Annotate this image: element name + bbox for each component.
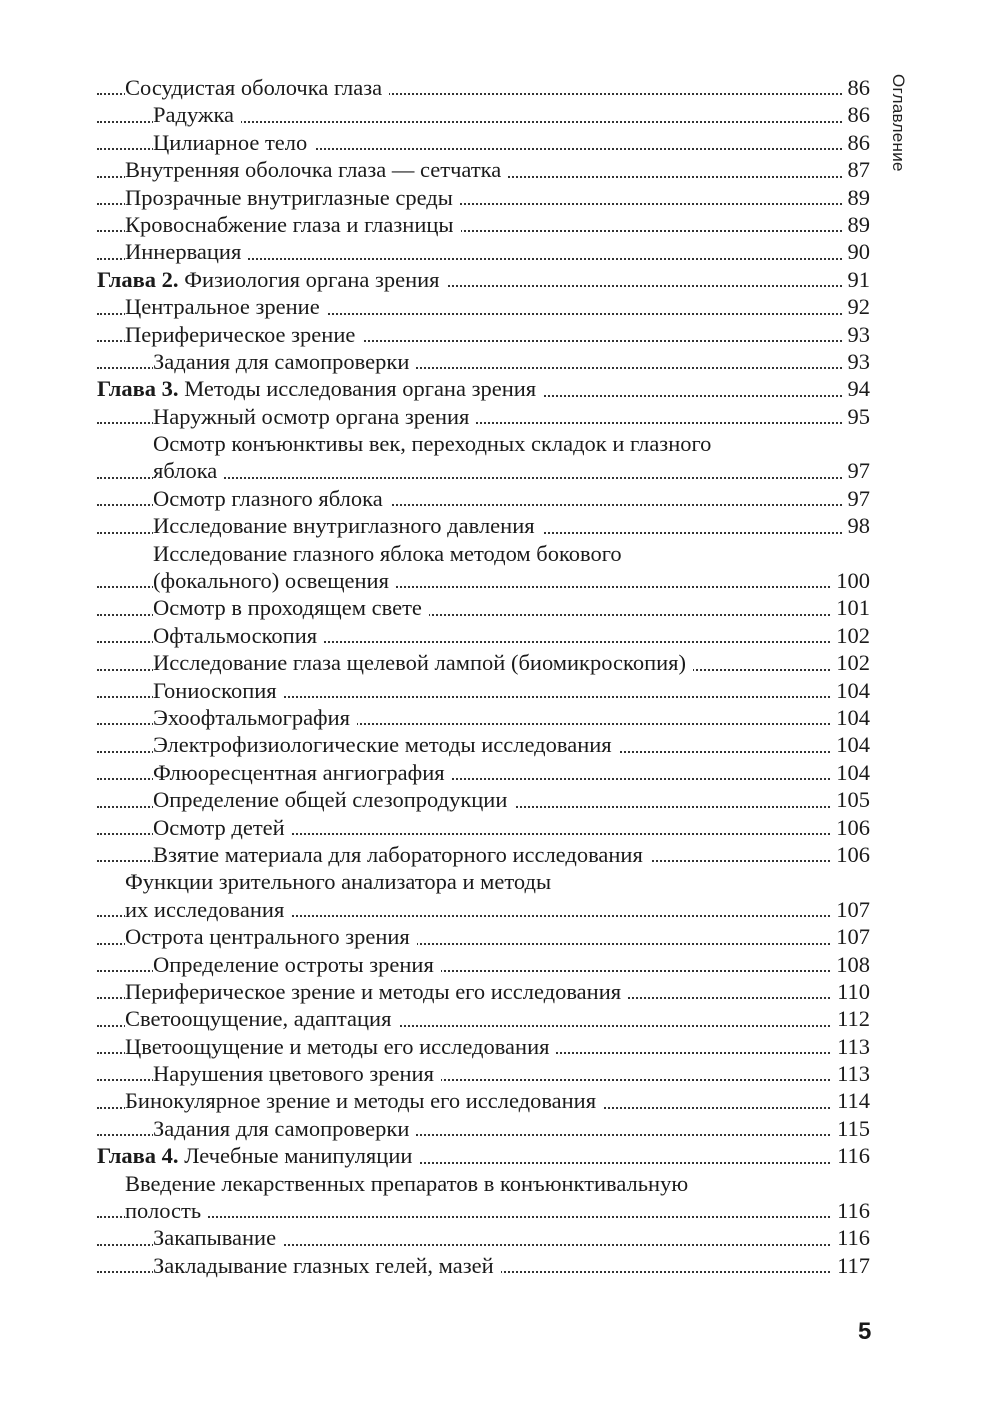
- toc-entry-text: Бинокулярное зрение и методы его исследования: [125, 1088, 597, 1114]
- toc-entry: [97, 348, 870, 375]
- toc-entry-text: Прозрачные внутриглазные среды: [125, 184, 453, 210]
- toc-entry-text: Осмотр конъюнктивы век, переходных складок и глазного: [153, 431, 712, 457]
- toc-entry-page: 91: [842, 266, 871, 293]
- toc-entry-text: Сосудистая оболочка глаза: [125, 75, 383, 100]
- toc-entry: [97, 1197, 870, 1224]
- toc-entry-page: 94: [842, 375, 871, 402]
- toc-entry-text: Методы исследования органа зрения: [184, 376, 537, 402]
- toc-entry-page: 100: [830, 567, 870, 594]
- toc-entry-text: Определение общей слезопродукции: [153, 787, 508, 813]
- toc-entry-text: полость: [125, 1198, 202, 1224]
- toc-entry-title: [153, 485, 390, 512]
- toc-entry-page: 95: [842, 403, 871, 430]
- toc-entry: [97, 129, 870, 156]
- toc-entry: [97, 238, 870, 265]
- toc-entry: [97, 896, 870, 923]
- toc-entry: [97, 1170, 870, 1197]
- toc-entry-page: 105: [830, 786, 870, 813]
- toc-entry-text: Иннервация: [125, 239, 242, 265]
- toc-entry: [97, 951, 870, 978]
- toc-entry-text: Периферическое зрение и методы его исследования: [125, 978, 622, 1004]
- toc-entry-text: Периферическое зрение: [125, 321, 356, 347]
- toc-entry-page: 97: [842, 457, 871, 484]
- page-number: 5: [858, 1318, 872, 1345]
- chapter-label: Глава 2.: [97, 266, 179, 292]
- toc-entry-page: 89: [842, 184, 871, 211]
- toc-entry-page: 98: [842, 512, 871, 539]
- toc-entry-page: 86: [842, 101, 871, 128]
- toc-entry-text: Радужка: [153, 102, 235, 128]
- toc-entry-text: Задания для самопроверки: [153, 348, 410, 374]
- toc-entry: [97, 923, 870, 950]
- toc-entry-title: [97, 1142, 419, 1169]
- toc-entry-text: Острота центрального зрения: [125, 924, 410, 950]
- toc-entry-page: 116: [831, 1224, 870, 1251]
- toc-entry-page: 114: [831, 1087, 870, 1114]
- toc-entry-page: 116: [831, 1197, 870, 1224]
- toc-entry-text: Введение лекарственных препаратов в конъюнктивальную: [125, 1170, 689, 1196]
- toc-entry: [97, 1087, 870, 1114]
- toc-entry: [97, 1224, 870, 1251]
- toc-entry-page: 113: [831, 1060, 870, 1087]
- toc-entry: [97, 704, 870, 731]
- toc-entry: [97, 868, 870, 895]
- toc-entry-text: Цветоощущение и методы его исследования: [125, 1033, 550, 1059]
- chapter-label: Глава 3.: [97, 376, 179, 402]
- toc-entry: [97, 321, 870, 348]
- toc-entry: [97, 567, 870, 594]
- toc-entry-page: 104: [830, 677, 870, 704]
- toc-entry-text: Исследование глазного яблока методом бокового: [153, 540, 622, 566]
- toc-entry-text: Флюоресцентная ангиография: [153, 759, 445, 785]
- toc-entry-title: [153, 129, 314, 156]
- toc-entry-page: 117: [831, 1252, 870, 1279]
- toc-entry: [97, 1033, 870, 1060]
- toc-entry-title: [125, 238, 248, 265]
- toc-entry: [97, 814, 870, 841]
- toc-entry: [97, 485, 870, 512]
- toc-entry-page: 106: [830, 814, 870, 841]
- toc-entry-title: [125, 1197, 208, 1224]
- toc-entry: [97, 375, 870, 402]
- toc-entry-title: [125, 868, 558, 895]
- toc-entry-title: [125, 1033, 556, 1060]
- toc-entry-text: яблока: [153, 458, 218, 484]
- toc-entry-page: 101: [830, 594, 870, 621]
- toc-entry-text: Кровоснабжение глаза и глазницы: [125, 211, 454, 237]
- toc-entry-title: [153, 759, 452, 786]
- toc-entry-title: [153, 101, 241, 128]
- toc-entry-text: Закладывание глазных гелей, мазей: [153, 1252, 494, 1278]
- toc-entry-page: 87: [842, 156, 871, 183]
- toc-entry-title: [153, 841, 650, 868]
- running-header-section-title: Оглавление: [889, 74, 908, 172]
- toc-entry-text: Определение остроты зрения: [153, 951, 434, 977]
- toc-entry: [97, 978, 870, 1005]
- toc-entry-text: Цилиарное тело: [153, 129, 308, 155]
- toc-entry-page: 107: [830, 923, 870, 950]
- toc-entry-title: [153, 951, 441, 978]
- toc-entry-page: 102: [830, 649, 870, 676]
- toc-entry-title: [153, 348, 416, 375]
- toc-entry-title: [97, 375, 543, 402]
- toc-entry-page: 93: [842, 321, 871, 348]
- toc-entry-text: Наружный осмотр органа зрения: [153, 403, 470, 429]
- toc-entry-title: [153, 567, 396, 594]
- toc-entry: [97, 403, 870, 430]
- toc-entry-page: 107: [830, 896, 870, 923]
- toc-entry-page: 112: [831, 1005, 870, 1032]
- toc-entry: [97, 677, 870, 704]
- toc-entry-text: Физиология органа зрения: [184, 266, 440, 292]
- toc-entry-page: 106: [830, 841, 870, 868]
- toc-entry-page: 104: [830, 731, 870, 758]
- toc-entry: [97, 293, 870, 320]
- toc-entry-title: [153, 786, 514, 813]
- toc-entry-title: [125, 923, 417, 950]
- toc-entry: [97, 184, 870, 211]
- toc-entry-text: Исследование внутриглазного давления: [153, 513, 535, 539]
- toc-entry-text: Гониоскопия: [153, 677, 277, 703]
- toc-entry-title: [153, 594, 429, 621]
- toc-entry-title: [153, 677, 284, 704]
- toc-entry-text: Эхоофтальмография: [153, 704, 351, 730]
- toc-entry-page: 93: [842, 348, 871, 375]
- toc-entry-page: 116: [831, 1142, 870, 1169]
- toc-entry: [97, 540, 870, 567]
- toc-entry: [97, 1005, 870, 1032]
- toc-entry-text: Нарушения цветового зрения: [153, 1061, 434, 1087]
- table-of-contents: [97, 74, 870, 1279]
- toc-entry-title: [125, 184, 460, 211]
- toc-entry-title: [125, 896, 291, 923]
- toc-entry-title: [153, 704, 357, 731]
- toc-entry-title: [153, 457, 224, 484]
- toc-entry-title: [125, 293, 327, 320]
- toc-entry-text: (фокального) освещения: [153, 568, 389, 594]
- toc-entry-title: [153, 540, 629, 567]
- toc-entry-title: [153, 1060, 441, 1087]
- toc-entry-page: 115: [831, 1115, 870, 1142]
- toc-entry: [97, 430, 870, 457]
- toc-entry-page: 108: [830, 951, 870, 978]
- toc-entry-text: Внутренняя оболочка глаза — сетчатка: [125, 157, 502, 183]
- toc-entry: [97, 759, 870, 786]
- toc-entry-page: 110: [831, 978, 870, 1005]
- toc-entry-title: [153, 403, 476, 430]
- toc-entry-page: 86: [842, 74, 871, 101]
- toc-entry: [97, 1115, 870, 1142]
- toc-entry-title: [125, 74, 389, 101]
- toc-entry-text: Лечебные манипуляции: [184, 1143, 413, 1169]
- toc-entry: [97, 74, 870, 101]
- toc-entry: [97, 649, 870, 676]
- toc-entry-page: 113: [831, 1033, 870, 1060]
- toc-entry: [97, 266, 870, 293]
- toc-entry-page: 86: [842, 129, 871, 156]
- toc-entry-page: 92: [842, 293, 871, 320]
- toc-entry: [97, 594, 870, 621]
- toc-entry-text: Светоощущение, адаптация: [125, 1006, 392, 1032]
- toc-entry-title: [153, 1252, 501, 1279]
- toc-entry: [97, 1142, 870, 1169]
- toc-entry-title: [153, 814, 292, 841]
- toc-entry: [97, 1252, 870, 1279]
- toc-entry-title: [153, 1224, 283, 1251]
- toc-entry-page: 102: [830, 622, 870, 649]
- toc-entry-title: [153, 512, 542, 539]
- toc-entry: [97, 731, 870, 758]
- dot-leader: [97, 1216, 870, 1218]
- toc-entry-title: [125, 211, 461, 238]
- toc-entry-page: 104: [830, 759, 870, 786]
- toc-entry-title: [125, 1170, 695, 1197]
- toc-entry-text: Электрофизиологические методы исследования: [153, 732, 612, 758]
- toc-entry-text: Осмотр детей: [153, 814, 285, 840]
- toc-entry: [97, 841, 870, 868]
- toc-entry-text: Офтальмоскопия: [153, 622, 318, 648]
- toc-entry: [97, 211, 870, 238]
- toc-entry-text: Закапывание: [153, 1225, 277, 1251]
- toc-entry-page: 89: [842, 211, 871, 238]
- toc-entry-text: Взятие материала для лабораторного исследования: [153, 841, 643, 867]
- toc-entry-title: [153, 1115, 416, 1142]
- toc-entry-title: [125, 978, 628, 1005]
- toc-entry: [97, 101, 870, 128]
- toc-entry-title: [97, 266, 447, 293]
- toc-entry-text: Функции зрительного анализатора и методы: [125, 869, 552, 895]
- toc-entry-text: их исследования: [125, 896, 285, 922]
- toc-entry-title: [125, 1005, 398, 1032]
- toc-entry-title: [153, 649, 693, 676]
- toc-entry-text: Осмотр в проходящем свете: [153, 595, 422, 621]
- toc-entry: [97, 512, 870, 539]
- toc-entry-title: [125, 156, 508, 183]
- toc-entry-text: Осмотр глазного яблока: [153, 485, 383, 511]
- toc-entry-title: [153, 731, 619, 758]
- toc-entry: [97, 156, 870, 183]
- toc-entry-title: [153, 622, 324, 649]
- toc-entry-title: [153, 430, 718, 457]
- toc-entry: [97, 1060, 870, 1087]
- toc-entry-page: 104: [830, 704, 870, 731]
- toc-entry-page: 97: [842, 485, 871, 512]
- toc-entry-text: Исследование глаза щелевой лампой (биомикроскопия): [153, 650, 686, 676]
- toc-entry: [97, 622, 870, 649]
- toc-entry-title: [125, 321, 362, 348]
- toc-entry: [97, 786, 870, 813]
- toc-entry-title: [125, 1087, 603, 1114]
- toc-entry-text: Задания для самопроверки: [153, 1115, 410, 1141]
- toc-entry-text: Центральное зрение: [125, 294, 320, 320]
- toc-entry: [97, 457, 870, 484]
- chapter-label: Глава 4.: [97, 1143, 179, 1169]
- toc-entry-page: 90: [842, 238, 871, 265]
